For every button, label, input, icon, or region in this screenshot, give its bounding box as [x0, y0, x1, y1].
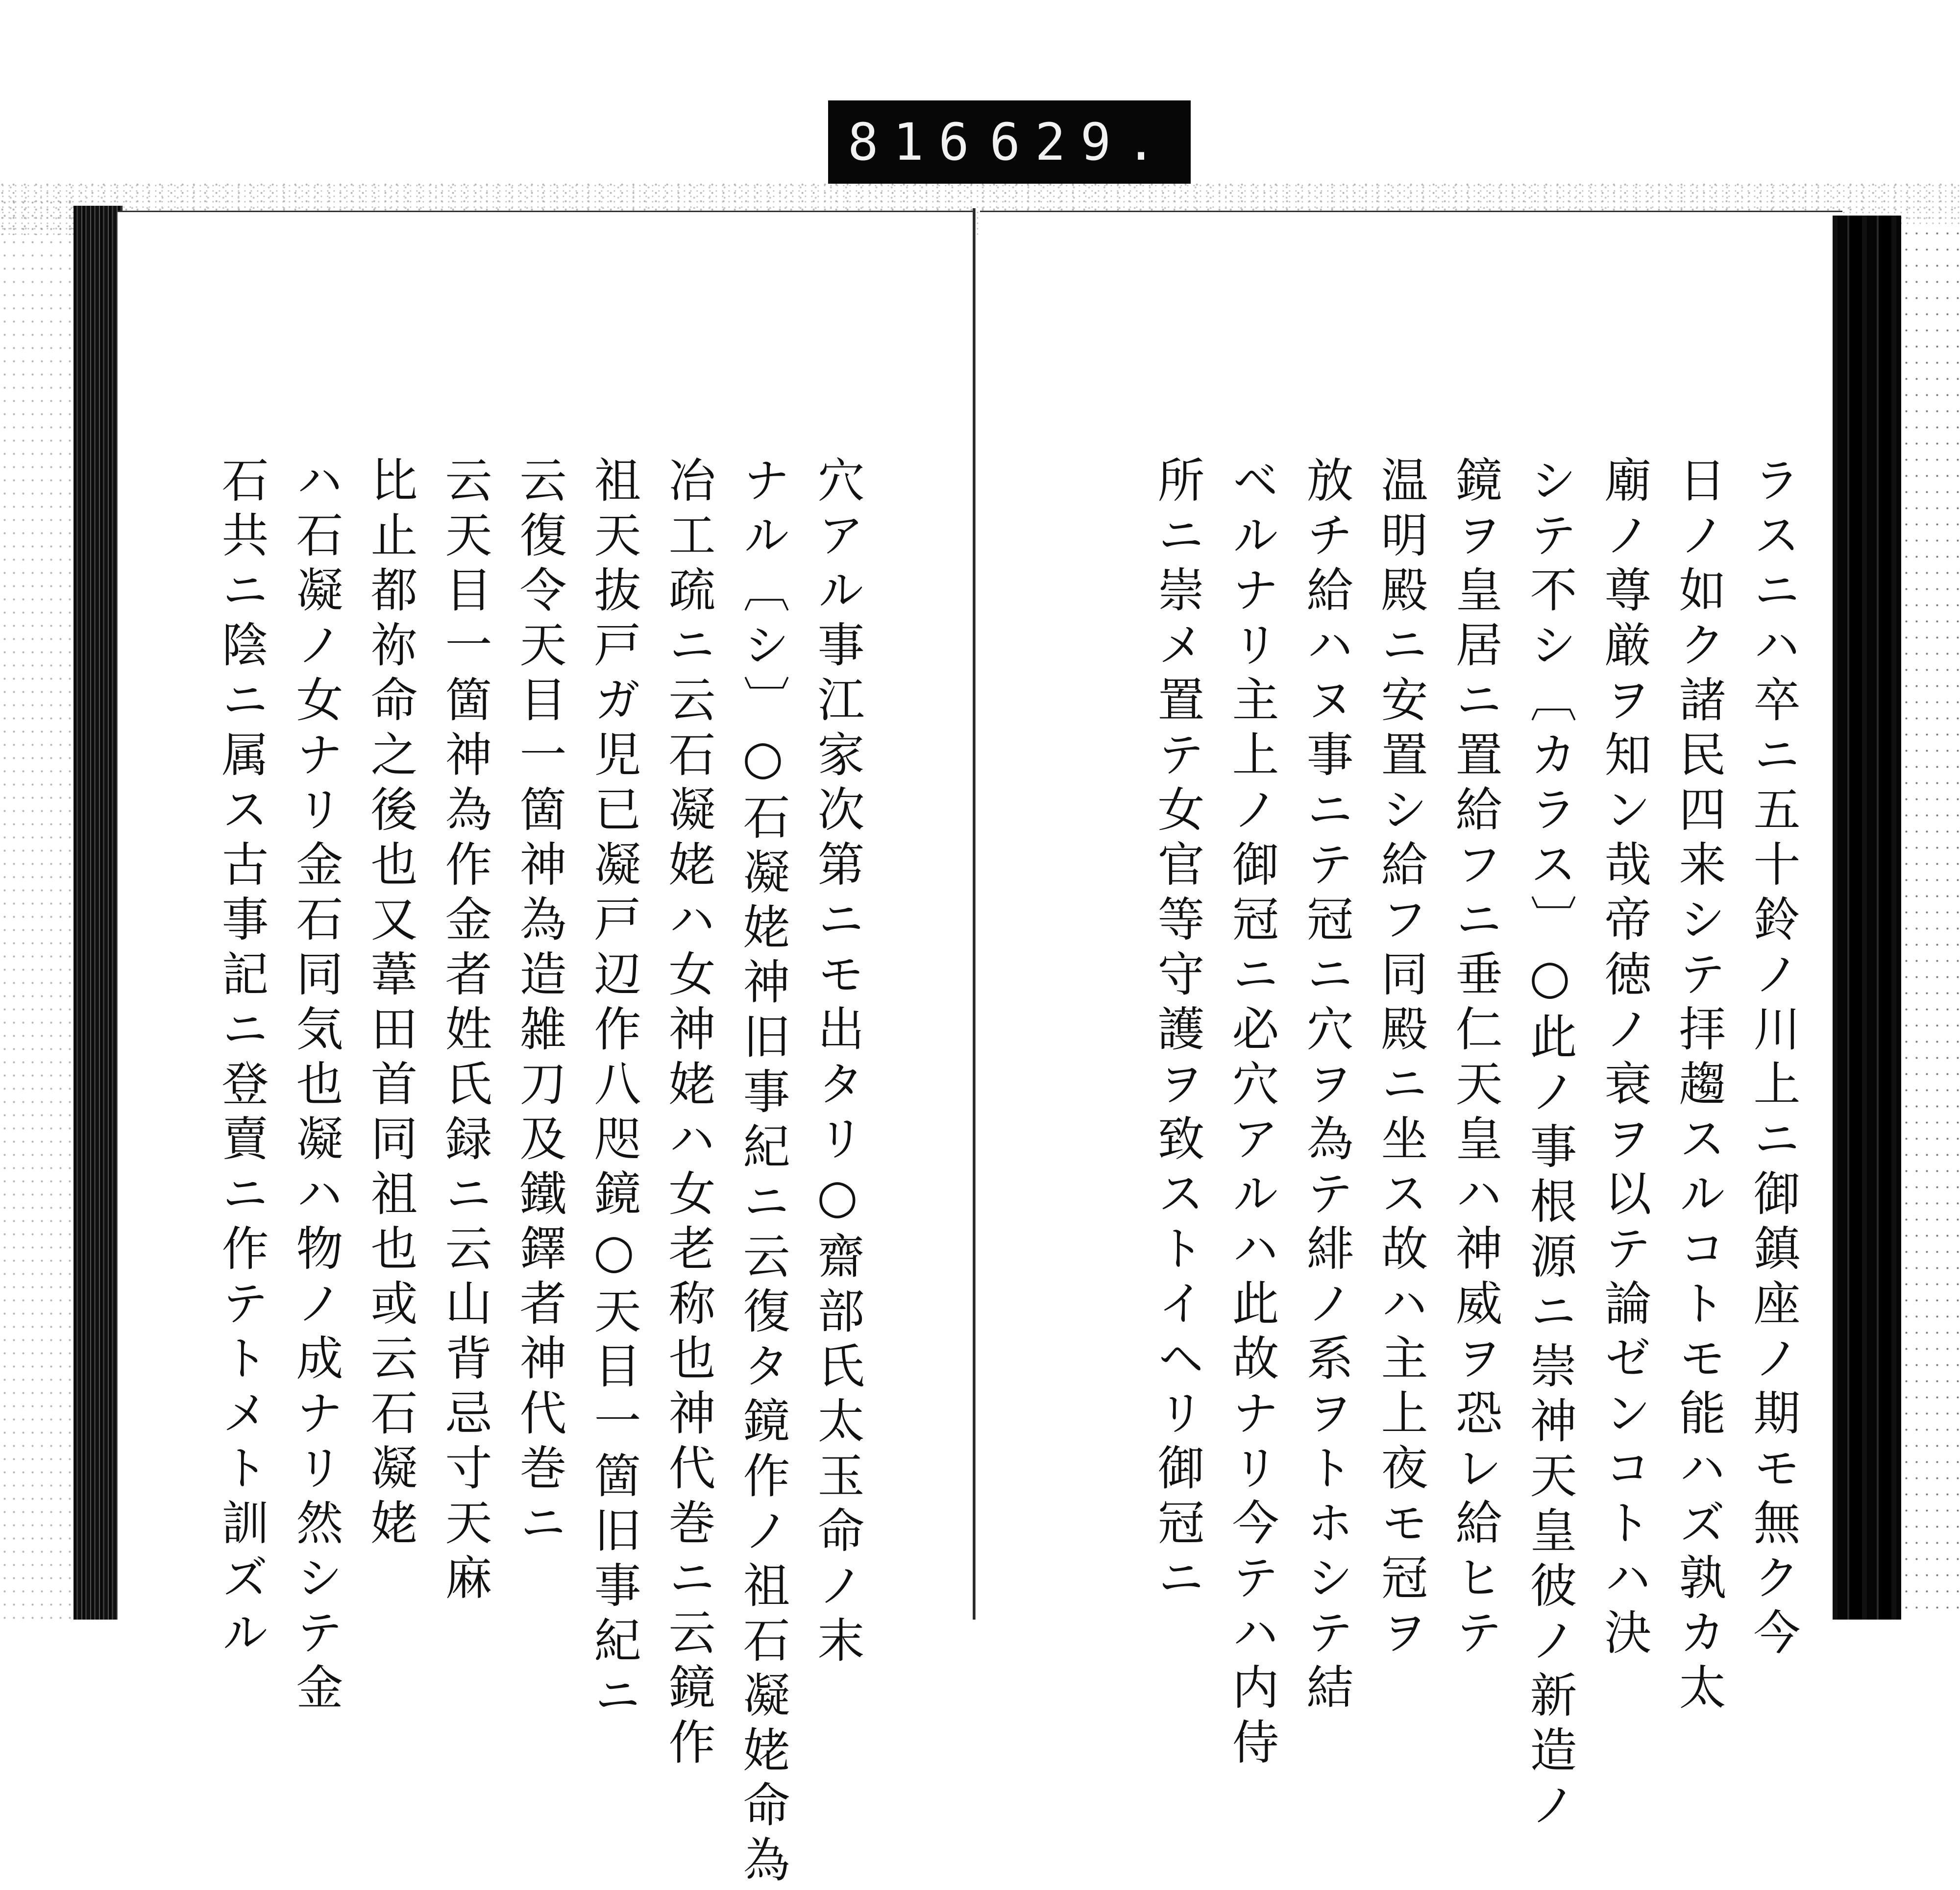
text-column: 所ニ崇メ置テ女官等守護ヲ致ストイヘリ御冠ニ — [1150, 456, 1205, 1608]
text-column: 廟ノ尊厳ヲ知ン哉帝徳ノ衰ヲ以テ論ゼンコトハ決 — [1597, 456, 1652, 1663]
text-column: 日ノ如ク諸民四来シテ拝趨スルコトモ能ハズ孰カ太 — [1671, 456, 1726, 1718]
archive-number-right: 629. — [989, 112, 1171, 172]
text-column: 放チ給ハヌ事ニテ冠ニ穴ヲ為テ緋ノ系ヲトホシテ結 — [1299, 456, 1354, 1718]
text-column: 比止都祢命之後也又葦田首同祖也或云石凝姥 — [363, 456, 418, 1553]
archive-label-strip — [828, 100, 1191, 184]
text-column: ハ石凝ノ女ナリ金石同気也凝ハ物ノ成ナリ然シテ金 — [289, 456, 343, 1718]
text-column: 祖天抜戸ガ児已凝戸辺作八咫鏡○天目一箇旧事紀ニ — [587, 456, 641, 1725]
left-book-edge — [74, 206, 122, 1620]
archive-number-left: 816 — [848, 112, 984, 172]
text-column: シテ不シ〔カラス〕○此ノ事根源ニ崇神天皇彼ノ新造ノ — [1522, 456, 1577, 1835]
text-column: 云復令天目一箇神為造雑刀及鐵鐸者神代巻ニ — [512, 456, 567, 1553]
text-column: 温明殿ニ安置シ給フ同殿ニ坐ス故ハ主上夜モ冠ヲ — [1373, 456, 1428, 1663]
text-column: 石共ニ陰ニ属ス古事記ニ登賣ニ作テトメト訓ズル — [214, 456, 269, 1663]
text-column: ラスニハ卒ニ五十鈴ノ川上ニ御鎮座ノ期モ無ク今 — [1746, 456, 1801, 1663]
text-column: 冶工疏ニ云石凝姥ハ女神姥ハ女老称也神代巻ニ云鏡作 — [661, 456, 716, 1772]
text-column: ナル〔シ〕○石凝姥神旧事紀ニ云復タ鏡作ノ祖石凝姥命為 — [735, 456, 790, 1890]
book-gutter — [973, 208, 976, 1620]
right-scan-edge — [1901, 225, 1960, 1620]
left-scan-edge — [0, 196, 74, 1620]
right-page-text — [1140, 456, 1811, 1835]
text-column: ベルナリ主上ノ御冠ニ必穴アルハ此故ナリ今テハ内侍 — [1225, 456, 1279, 1772]
text-column: 鏡ヲ皇居ニ置給フニ垂仁天皇ハ神威ヲ恐レ給ヒテ — [1448, 456, 1503, 1663]
right-book-edge — [1833, 216, 1901, 1620]
text-column: 穴アル事江家次第ニモ出タリ○齋部氏太玉命ノ末 — [810, 456, 865, 1671]
text-column: 云天目一箇神為作金者姓氏録ニ云山背忌寸天麻 — [438, 456, 492, 1608]
left-page-text — [204, 456, 875, 1890]
